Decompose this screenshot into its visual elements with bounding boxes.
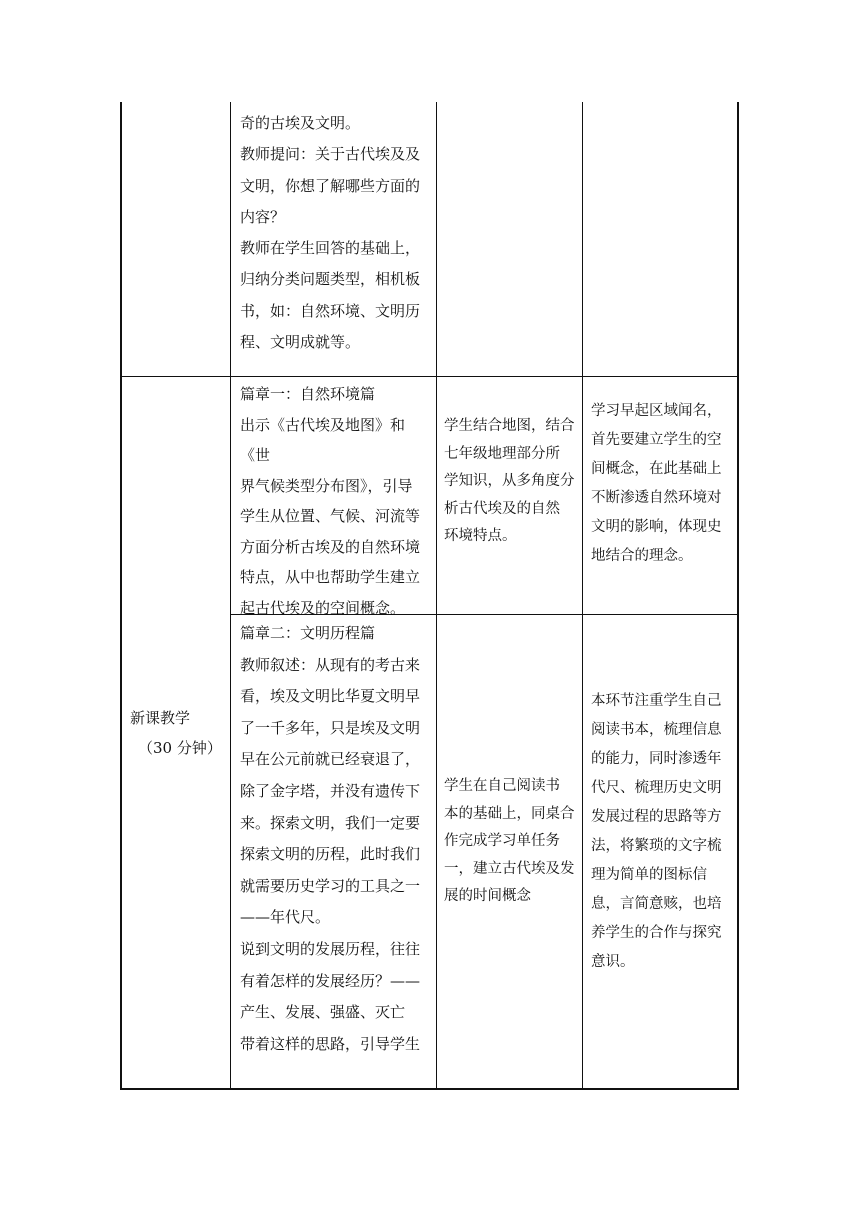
cell-text-line: 环境特点。 bbox=[444, 528, 517, 544]
cell-text-line: 程、文明成就等。 bbox=[240, 333, 361, 352]
cell-text-line: 七年级地理部分所 bbox=[444, 445, 560, 462]
cell-text-line: 教师提问：关于古代埃及及 bbox=[240, 145, 421, 164]
cell-text-line: 的能力，同时渗透年 bbox=[591, 751, 722, 767]
cell-text-line: 意识。 bbox=[591, 954, 635, 970]
cell-text-line: 出示《古代埃及地图》和《世 bbox=[240, 415, 406, 464]
cell-text-line: 间概念，在此基础上 bbox=[591, 461, 722, 477]
section-label-line2: （30 分钟） bbox=[138, 739, 222, 757]
cell-text-line: 内容？ bbox=[240, 207, 286, 226]
cell-text-line: 析古代埃及的自然 bbox=[444, 500, 560, 517]
cell-text-line: 本环节注重学生自己 bbox=[591, 693, 722, 709]
cell-text-line: 学生从位置、气候、河流等 bbox=[240, 507, 421, 525]
cell-text-line: 教师在学生回答的基础上， bbox=[240, 239, 421, 258]
table-cell-intent bbox=[591, 397, 730, 571]
cell-text-line: 一，建立古代埃及发 bbox=[444, 860, 575, 877]
cell-text-line: 息，言简意赅，也培 bbox=[591, 896, 722, 912]
cell-text-line: 了一千多年，只是埃及文明 bbox=[240, 718, 421, 737]
cell-text-line: 有着怎样的发展经历？—— bbox=[240, 971, 421, 990]
cell-text-line: 教师叙述：从现有的考古来 bbox=[240, 655, 421, 674]
cell-text-line: 来。探索文明，我们一定要 bbox=[240, 813, 421, 832]
cell-text-line: 法，将繁琐的文字梳 bbox=[591, 838, 722, 854]
cell-text-line: 书，如：自然环境、文明历 bbox=[240, 301, 421, 320]
cell-text-line: 文明，你想了解哪些方面的 bbox=[240, 176, 421, 195]
cell-text-line: 不断渗透自然环境对 bbox=[591, 490, 722, 506]
cell-text-line: 产生、发展、强盛、灭亡 bbox=[240, 1003, 406, 1022]
cell-text-line: 文明的影响，体现史 bbox=[591, 519, 722, 535]
cell-text-line: 带着这样的思路，引导学生 bbox=[240, 1034, 421, 1053]
table-border-right bbox=[737, 102, 739, 1090]
cell-text-line: 展的时间概念 bbox=[444, 888, 531, 904]
cell-text-line: 阅读书本，梳理信息 bbox=[591, 722, 722, 738]
cell-text-line: 篇章二：文明历程篇 bbox=[240, 624, 376, 642]
table-border-col3 bbox=[582, 102, 583, 1090]
cell-text-line: 就需要历史学习的工具之一 bbox=[240, 876, 421, 895]
cell-text-line: 看，埃及文明比华夏文明早 bbox=[240, 687, 421, 706]
cell-text-line: 方面分析古埃及的自然环境 bbox=[240, 537, 421, 556]
cell-text-line: 起古代埃及的空间概念。 bbox=[240, 598, 406, 617]
cell-text-line: 本的基础上，同桌合 bbox=[444, 805, 575, 822]
cell-text-line: 早在公元前就已经衰退了， bbox=[240, 750, 421, 769]
table-cell-activity bbox=[240, 108, 430, 358]
cell-text-line: 作完成学习单任务 bbox=[444, 833, 560, 849]
table-cell-activity bbox=[240, 379, 430, 623]
table-cell-activity bbox=[240, 618, 430, 1060]
table-cell-intent bbox=[591, 687, 730, 977]
cell-text-line: 学生结合地图，结合 bbox=[444, 418, 575, 434]
cell-text-line: 探索文明的历程，此时我们 bbox=[240, 845, 421, 864]
cell-text-line: 地结合的理念。 bbox=[591, 548, 693, 564]
cell-text-line: 说到文明的发展历程，往往 bbox=[240, 939, 421, 958]
cell-text-line: 代尺、梳理历史文明 bbox=[591, 780, 722, 796]
cell-text-line: 首先要建立学生的空 bbox=[591, 432, 722, 448]
cell-text-line: 学知识，从多角度分 bbox=[444, 473, 575, 489]
table-border-left bbox=[120, 102, 122, 1090]
cell-text-line: 篇章一：自然环境篇 bbox=[240, 385, 376, 403]
table-border-bottom bbox=[120, 1088, 739, 1090]
cell-text-line: 理为简单的图标信 bbox=[591, 867, 707, 883]
cell-text-line: 界气候类型分布图》，引导 bbox=[240, 476, 413, 495]
section-label bbox=[128, 703, 228, 763]
table-border-col2 bbox=[436, 102, 437, 1090]
cell-text-line: 奇的古埃及文明。 bbox=[240, 114, 361, 132]
table-border-col1 bbox=[230, 102, 231, 1090]
cell-text-line: 发展过程的思路等方 bbox=[591, 809, 722, 825]
cell-text-line: 学生在自己阅读书 bbox=[444, 778, 560, 794]
cell-text-line: 除了金字塔，并没有遗传下 bbox=[240, 781, 421, 800]
table-cell-student bbox=[444, 413, 578, 551]
section-label-line1: 新课教学 bbox=[130, 709, 191, 727]
table-cell-student bbox=[444, 773, 578, 911]
table-row-divider bbox=[120, 376, 739, 377]
cell-text-line: 学习早起区域闻名， bbox=[591, 403, 722, 419]
cell-text-line: 归纳分类问题类型，相机板 bbox=[240, 270, 421, 289]
cell-text-line: ——年代尺。 bbox=[240, 908, 331, 927]
cell-text-line: 养学生的合作与探究 bbox=[591, 925, 722, 941]
cell-text-line: 特点，从中也帮助学生建立 bbox=[240, 568, 421, 586]
